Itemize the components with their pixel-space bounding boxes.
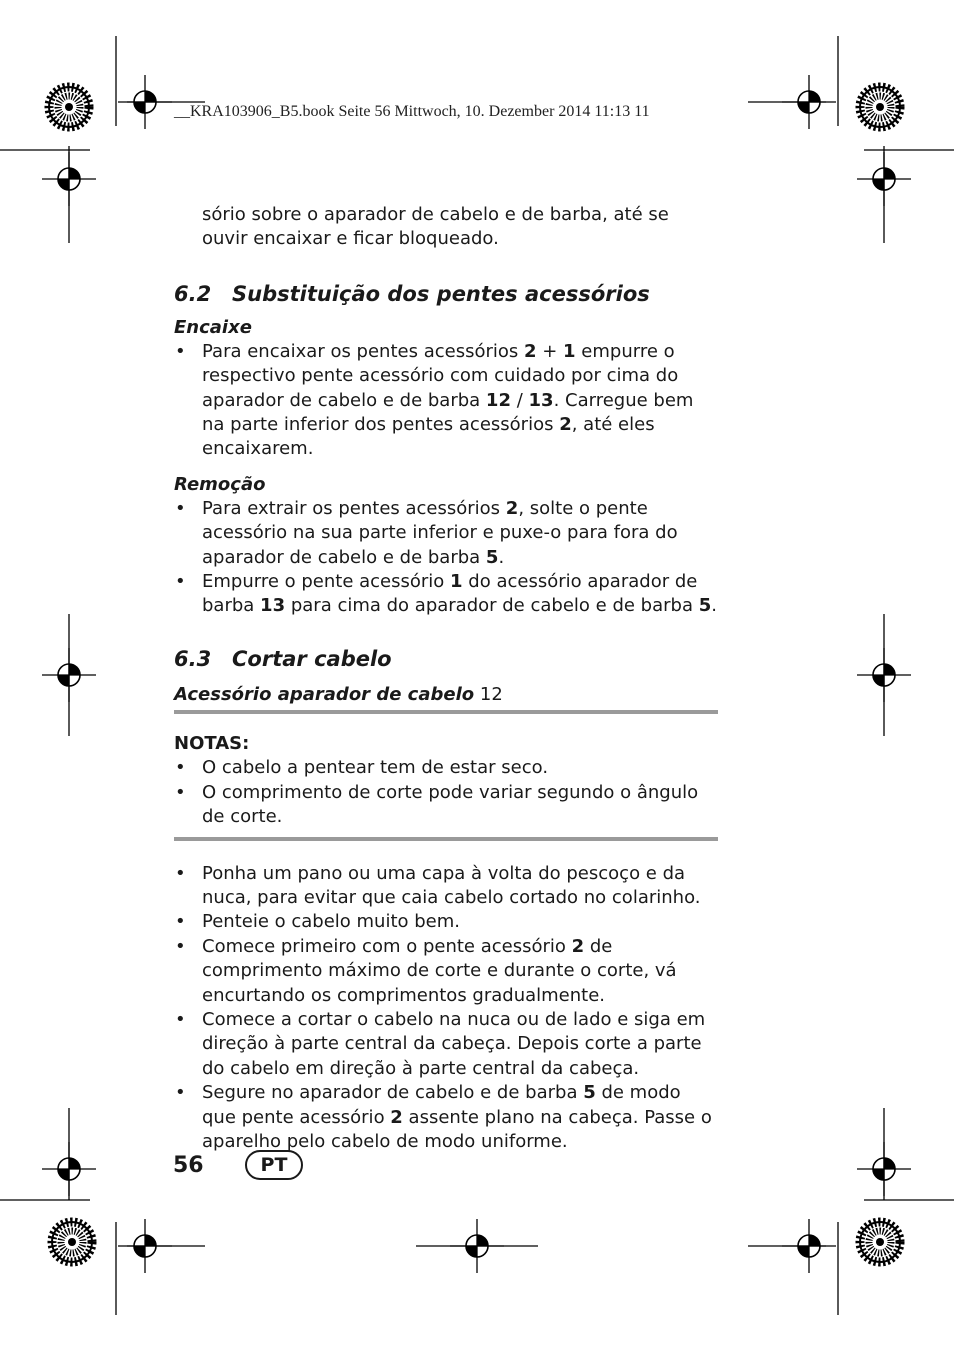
page-footer bbox=[173, 1150, 303, 1180]
subheading-remocao: Remoção bbox=[174, 473, 266, 495]
list-item: • Ponha um pano ou uma capa à volta do pescoço e da nuca, para evitar que caia cabelo cortado no colarinho. bbox=[174, 862, 718, 911]
page-content bbox=[174, 203, 718, 1154]
list-item: • Para encaixar os pentes acessórios 2 + 1 empurre o respectivo pente acessório com cuidado por cima do aparador de cabelo e de barba 12 / 13. Carregue bem na parte inferior dos pentes acessórios 2, até eles encaixarem. bbox=[174, 340, 718, 462]
notes-label: NOTAS: bbox=[174, 732, 250, 754]
list-item: • O comprimento de corte pode variar segundo o ângulo de corte. bbox=[174, 781, 718, 830]
section-heading-6-3: 6.3 Cortar cabelo bbox=[174, 646, 392, 671]
remocao-list bbox=[174, 497, 718, 619]
print-header: __KRA103906_B5.book Seite 56 Mittwoch, 10. Dezember 2014 11:13 11 bbox=[174, 103, 650, 120]
subheading-encaixe: Encaixe bbox=[174, 316, 252, 338]
list-item: • Penteie o cabelo muito bem. bbox=[174, 910, 718, 934]
page-number: 56 bbox=[173, 1152, 204, 1178]
list-item: • Empurre o pente acessório 1 do acessório aparador de barba 13 para cima do aparador de cabelo e de barba 5. bbox=[174, 570, 718, 619]
notes-list bbox=[174, 756, 718, 829]
cutting-steps-list bbox=[174, 862, 718, 1155]
language-badge: PT bbox=[245, 1150, 303, 1180]
list-item: • Comece primeiro com o pente acessório 2 de comprimento máximo de corte e durante o corte, vá encurtando os comprimentos gradualmente. bbox=[174, 935, 718, 1008]
intro-paragraph: sório sobre o aparador de cabelo e de barba, até se ouvir encaixar e ficar bloqueado. bbox=[202, 204, 669, 250]
list-item: • Para extrair os pentes acessórios 2, solte o pente acessório na sua parte inferior e puxe-o para fora do aparador de cabelo e de barba 5. bbox=[174, 497, 718, 570]
list-item: • O cabelo a pentear tem de estar seco. bbox=[174, 756, 718, 780]
section-heading-6-2: 6.2 Substituição dos pentes acessórios bbox=[174, 281, 650, 306]
list-item: • Segure no aparador de cabelo e de barba 5 de modo que pente acessório 2 assente plano na cabeça. Passe o aparelho pelo cabelo de modo uniforme. bbox=[174, 1081, 718, 1154]
list-item: • Comece a cortar o cabelo na nuca ou de lado e siga em direção à parte central da cabeça. Depois corte a parte do cabelo em direção à parte central da cabeça. bbox=[174, 1008, 718, 1081]
subheading-hair-trimmer: Acessório aparador de cabelo 12 bbox=[174, 683, 503, 705]
divider bbox=[174, 710, 718, 714]
encaixe-list bbox=[174, 340, 718, 462]
divider bbox=[174, 837, 718, 841]
